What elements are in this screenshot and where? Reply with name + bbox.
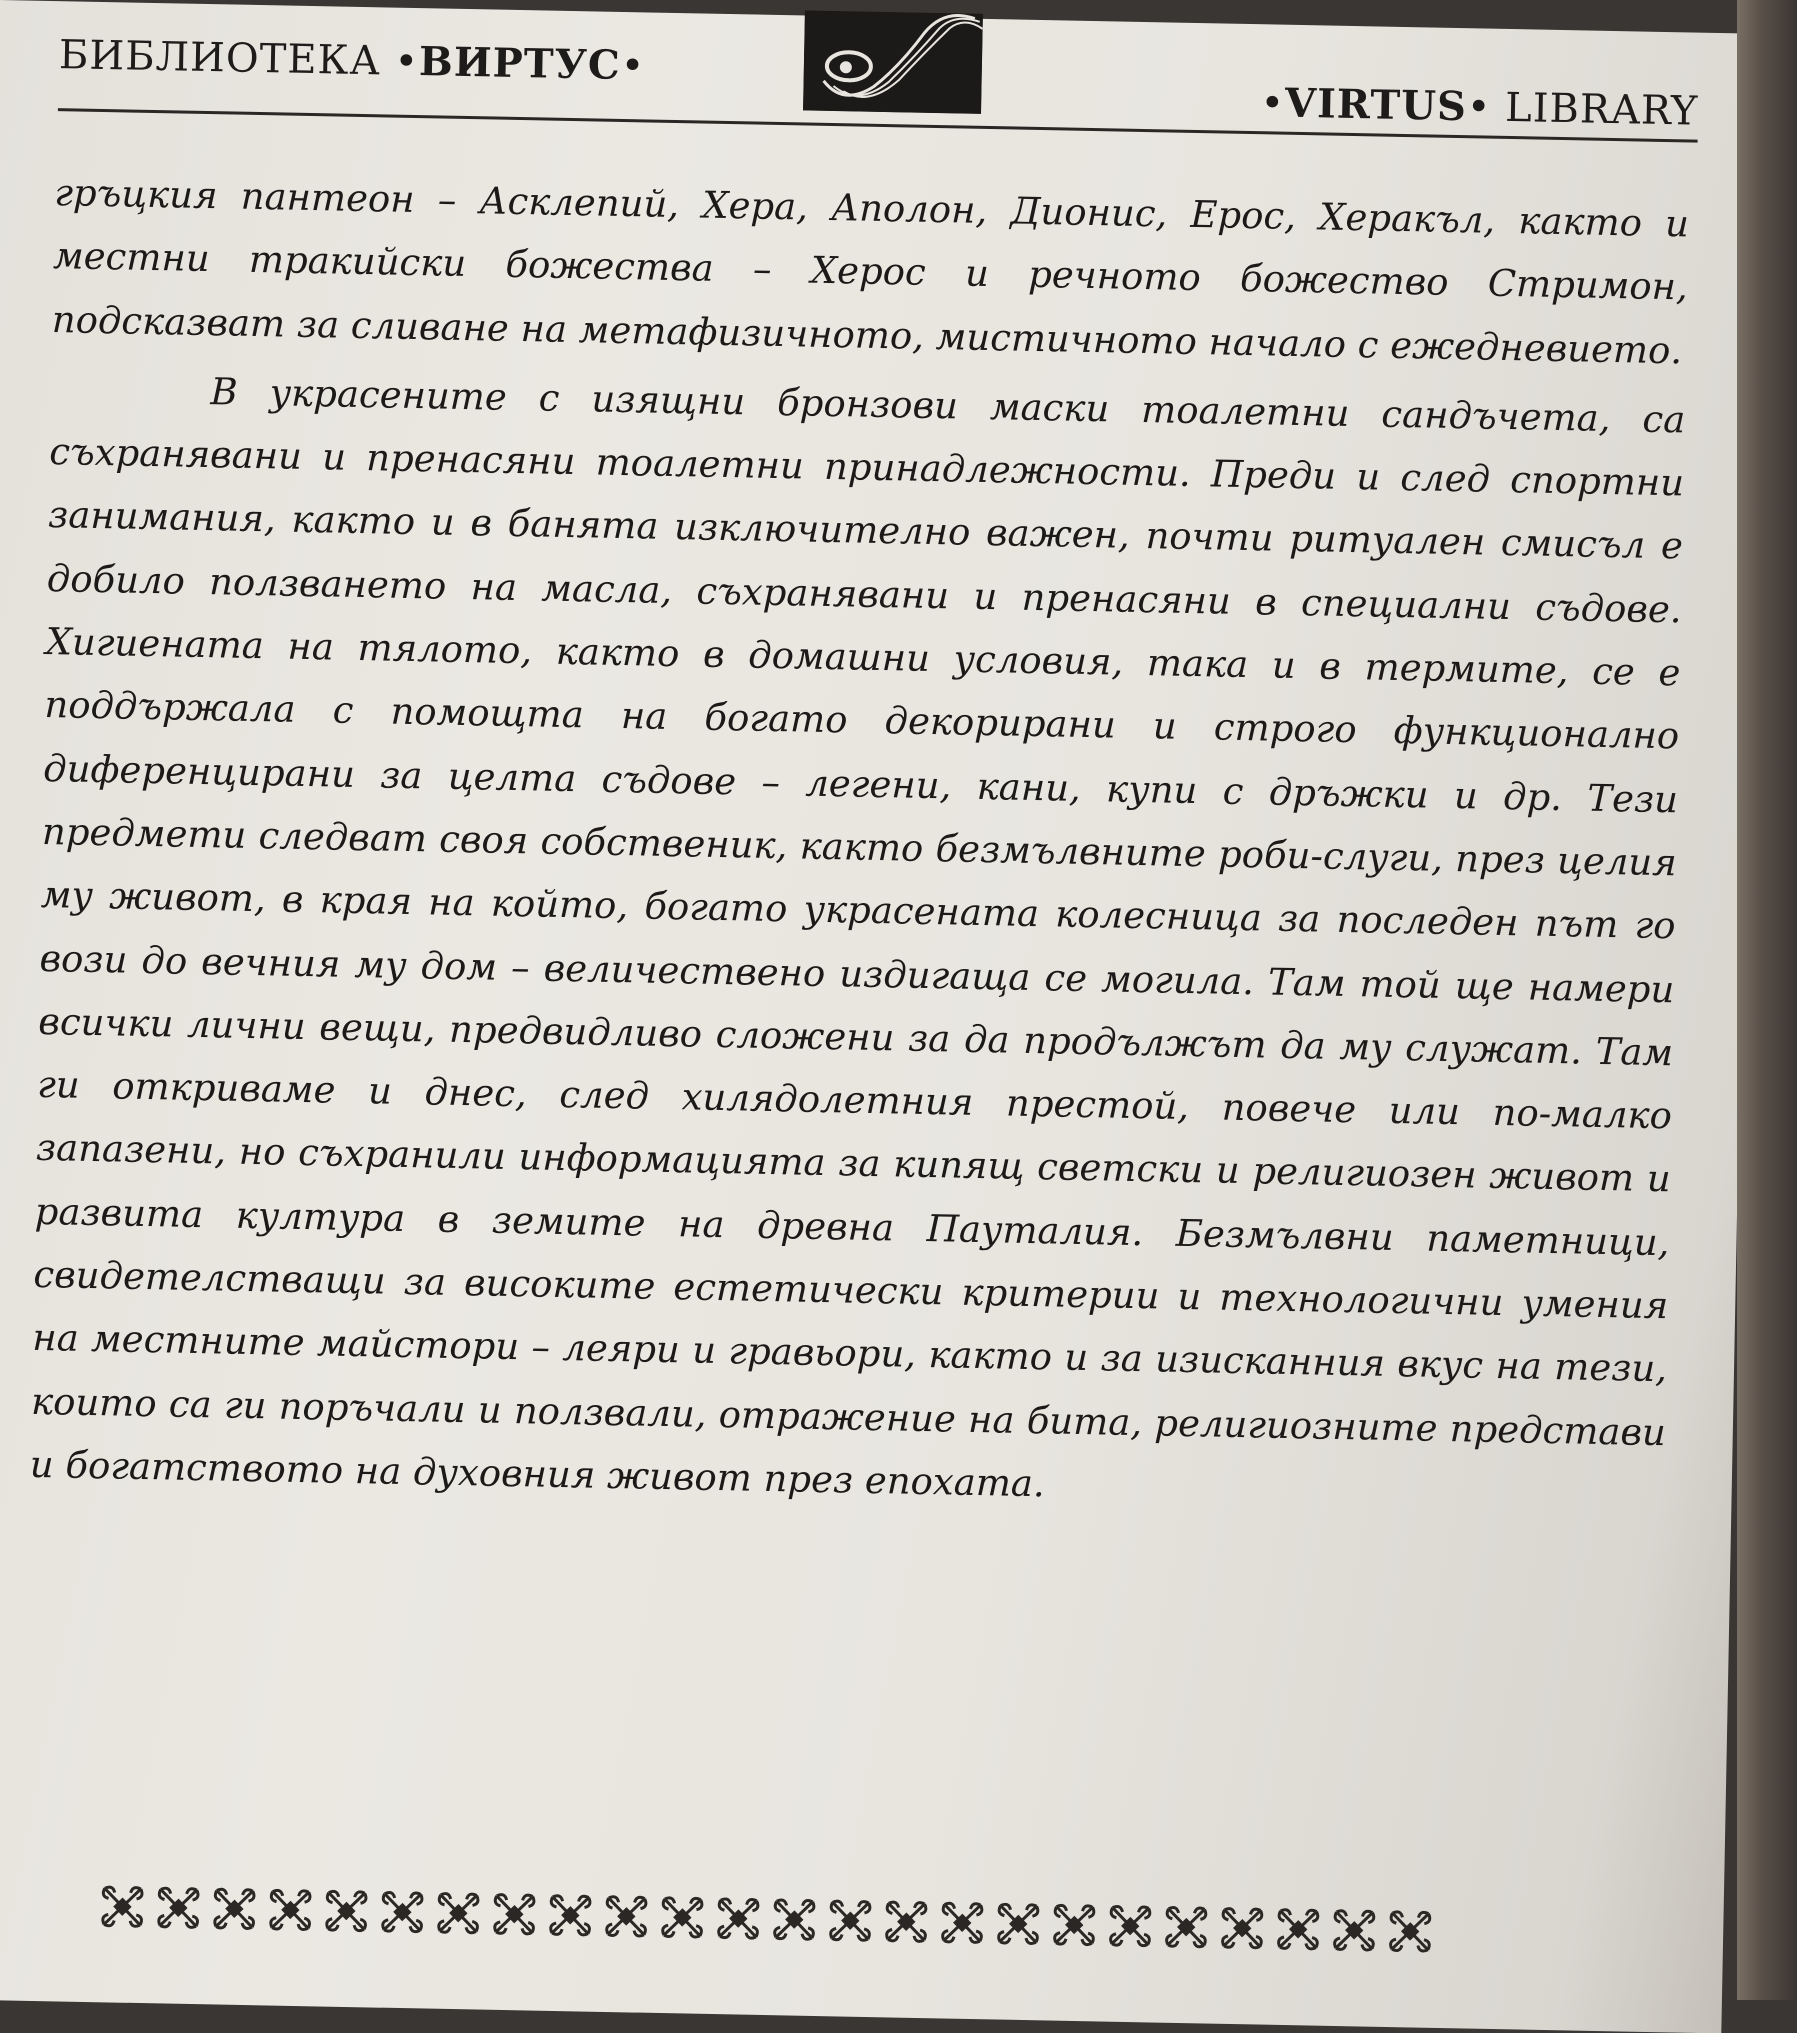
floral-ornament-icon xyxy=(1330,1906,1379,1955)
floral-ornament-icon xyxy=(490,1890,539,1939)
floral-ornament-icon xyxy=(1218,1904,1267,1953)
floral-ornament-icon xyxy=(602,1892,651,1941)
header-right-suffix: • LIBRARY xyxy=(1466,84,1699,135)
floral-ornament-icon xyxy=(434,1889,483,1938)
floral-ornament-icon xyxy=(210,1884,259,1933)
floral-ornament-icon xyxy=(714,1894,763,1943)
paragraph-1: гръцкия пантеон – Асклепий, Хера, Аполон, Дионис, Ерос, Херакъл, както и местни тракийски божества – Херос и речното божество Стримон, подсказват за сливане на метафизичното, мистичното начало с ежедневието. xyxy=(51,171,1690,372)
floral-ornament-icon xyxy=(1386,1907,1435,1956)
header-library-title-en xyxy=(1260,79,1699,134)
floral-ornament-icon xyxy=(826,1896,875,1945)
floral-ornament-icon xyxy=(546,1891,595,1940)
floral-ornament-icon xyxy=(770,1895,819,1944)
header-library-title-bg xyxy=(59,31,646,89)
floral-ornament-icon xyxy=(994,1899,1043,1948)
header-left-suffix: • xyxy=(620,42,646,90)
virtus-logo-icon xyxy=(803,10,983,113)
header-right-brand: VIRTUS xyxy=(1284,79,1468,131)
header-left-prefix: БИБЛИОТЕКА • xyxy=(58,32,420,86)
body-text xyxy=(29,161,1689,1527)
header-right-prefix: • xyxy=(1260,80,1286,127)
floral-ornament-icon xyxy=(154,1883,203,1932)
floral-ornament-icon xyxy=(1274,1905,1323,1954)
floral-ornament-icon xyxy=(1162,1903,1211,1952)
floral-ornament-icon xyxy=(266,1885,315,1934)
paragraph-2: В украсените с изящни бронзови маски тоалетни сандъчета, са съхранявани и пренасяни тоалетни принадлежности. Преди и след спортни занимания, както и в банята изключително важен, почти ритуален смисъл е добило ползването на масла, съхранявани и пренасяни в специални съдове. Хигиената на тялото, както в домашни условия, така и в термите, се е поддържала с помощта на богато декорирани и строго функционално диференцирани за целта съдове – легени, кани, купи с дръжки и др. Тези предмети следват своя собственик, както безмълвните роби-слуги, през целия му живот, в края на който, богато украсената колесница за последен път го вози до вечния му дом – величествено издигаща се могила. Там той ще намери всички лични вещи, предвидливо сложени за да продължът да му служат. Там ги откриваме и днес, след хилядолетния престой, повече или по-малко запазени, но съхранили информацията за кипящ светски и религиозен живот и развита култура в земите на древна Пауталия. Безмълвни паметници, свидетелстващи за високите естетически критерии и технологични умения на местните майстори – леяри и гравьори, както и за изисканния вкус на тези, които са ги поръчали и ползвали, отражение на бита, религиозните представи и богатството на духовния живот през епохата. xyxy=(29,370,1686,1506)
floral-ornament-icon xyxy=(1050,1901,1099,1950)
ornament-border xyxy=(98,1882,1435,1958)
floral-ornament-icon xyxy=(938,1898,987,1947)
floral-ornament-icon xyxy=(658,1893,707,1942)
floral-ornament-icon xyxy=(98,1882,147,1931)
book-spine-shadow xyxy=(1737,0,1797,2000)
floral-ornament-icon xyxy=(322,1887,371,1936)
page-header xyxy=(57,21,1699,182)
floral-ornament-icon xyxy=(1106,1902,1155,1951)
floral-ornament-icon xyxy=(882,1897,931,1946)
header-left-brand: ВИРТУС xyxy=(418,38,622,89)
floral-ornament-icon xyxy=(378,1888,427,1937)
